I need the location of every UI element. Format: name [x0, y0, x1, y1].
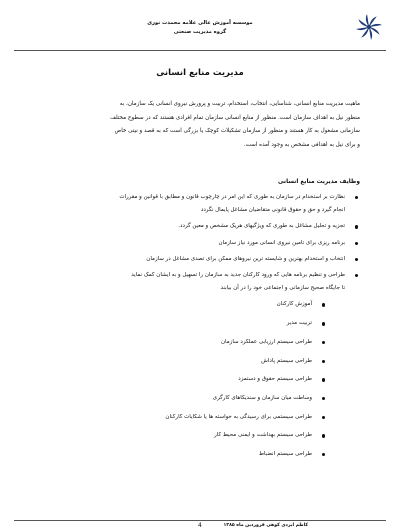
bullet-icon — [355, 274, 358, 277]
bullet-icon — [355, 196, 358, 199]
institute-logo — [352, 10, 386, 44]
section-heading: وظایف مدیریت منابع انسانی — [278, 179, 360, 185]
paragraph-line: و برای نیل به اهدافی مشخص به وجود آمده است. — [243, 141, 360, 148]
list-item: طراحی و تنظیم برنامه هایی که ورود کارکنان جدید به سازمان را تسهیل و به ایشان کمک نماید تا جایگاه صحیح سازمانی و اجتماعی خود را در آن بیابند — [40, 269, 358, 295]
bullet-icon — [322, 360, 325, 363]
bullet-icon — [355, 225, 358, 228]
paragraph-line: سازمانی مشغول به کار هستند و منظور از سازمان تشکیلات کوچک یا بزرگی است که به قصد و نیتی خاص — [114, 128, 360, 134]
bullet-icon — [322, 434, 325, 437]
intro-paragraph — [40, 98, 360, 152]
sub-list-item: طراحی سیستم انضباط — [40, 448, 358, 461]
header-divider — [14, 50, 386, 51]
institute-name: موسسه آموزش عالی علامه محمدث نوری — [147, 20, 253, 26]
page-header — [0, 8, 400, 48]
footer-credit: کاظم ایزدی کوهی فروردین ماه ۱۳۸۵ — [223, 523, 308, 528]
bullet-icon — [322, 378, 325, 381]
bullet-icon — [322, 303, 325, 306]
page-number: 4 — [198, 522, 202, 529]
department-name: گروه مدیریت صنعتی — [173, 29, 227, 35]
list-item: نظارت بر استخدام در سازمان به طوری که این امر در چارچوب قانون و مطابق با قوانین و مقررات انجام گیرد و حق و حقوق قانونی متقاضیان مشاغل پایمال نگردد — [40, 191, 358, 217]
footer-divider — [14, 520, 386, 521]
bullet-icon — [355, 242, 358, 245]
bullet-icon — [322, 397, 325, 400]
list-item: انتخاب و استخدام بهترین و شایسته ترین نیروهای ممکن برای تصدی مشاغل در سازمان — [40, 253, 358, 266]
bullet-icon — [322, 416, 325, 419]
sub-list-item: طراحی سیستم ارزیابی عملکرد سازمان — [40, 336, 358, 349]
list-item: تجزیه و تحلیل مشاغل به طوری که ویژگیهای هریک مشخص و معین گردد. — [40, 220, 358, 233]
duties-list — [40, 191, 358, 467]
sub-list-item: وساطت میان سازمان و سندیکاهای کارگری — [40, 392, 358, 405]
sub-list-item: طراحی سیستم پاداش — [40, 355, 358, 368]
sub-list-item: طراحی سیستم حقوق و دستمزد — [40, 373, 358, 386]
sub-list-item: تربیت مدیر — [40, 317, 358, 330]
bullet-icon — [322, 341, 325, 344]
bullet-icon — [355, 258, 358, 261]
document-title: مدیریت منابع انسانی — [156, 68, 244, 78]
paragraph-line: ماهیت مدیریت منابع انسانی، شناسایی، انتخاب، استخدام، تربیت و پرورش نیروی انسانی یک سازمان، به — [119, 101, 360, 107]
sub-list-item: آموزش کارکنان — [40, 298, 358, 311]
list-item: برنامه ریزی برای تامین نیروی انسانی مورد نیاز سازمان — [40, 237, 358, 250]
paragraph-line: منظور نیل به اهداف سازمان است. منظور از منابع انسانی سازمان تمام افرادی هستند که در سطوح مختلف — [110, 114, 360, 121]
bullet-icon — [322, 322, 325, 325]
bullet-icon — [322, 453, 325, 456]
sub-list-item: طراحی سیستم بهداشت و ایمنی محیط کار — [40, 429, 358, 442]
sub-list-item: طراحی سیستمی برای رسیدگی به خواسته ها یا شکایات کارکنان — [40, 411, 358, 424]
